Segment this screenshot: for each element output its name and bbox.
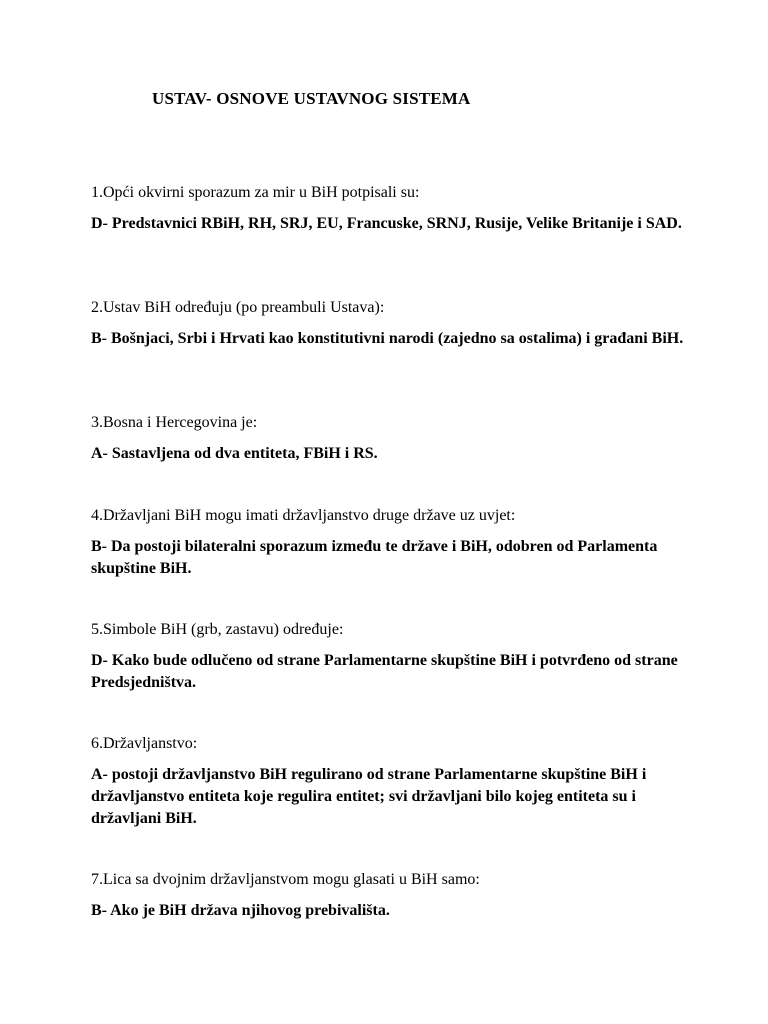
question-block-1 — [91, 183, 691, 235]
answer-text: D- Predstavnici RBiH, RH, SRJ, EU, Francuske, SRNJ, Rusije, Velike Britanije i SAD. — [91, 215, 682, 232]
question-block-3 — [91, 413, 691, 465]
document-title: USTAV- OSNOVE USTAVNOG SISTEMA — [152, 89, 471, 108]
question-block-2 — [91, 298, 691, 350]
question-text: 7.Lica sa dvojnim državljanstvom mogu glasati u BiH samo: — [91, 871, 480, 888]
question-text: 6.Državljanstvo: — [91, 735, 198, 752]
answer-text: A- Sastavljena od dva entiteta, FBiH i RS. — [91, 445, 378, 462]
answer-text: A- postoji državljanstvo BiH regulirano od strane Parlamentarne skupštine BiH i državljanstvo entiteta koje regulira entitet; svi državljani bilo kojeg entiteta su i državljani BiH. — [91, 766, 647, 827]
question-text: 4.Državljani BiH mogu imati državljanstvo druge države uz uvjet: — [91, 507, 516, 524]
answer-text: D- Kako bude odlučeno od strane Parlamentarne skupštine BiH i potvrđeno od strane Predsjedništva. — [91, 652, 678, 691]
question-block-5 — [91, 620, 691, 694]
question-text: 2.Ustav BiH određuju (po preambuli Ustava): — [91, 299, 385, 316]
answer-text: B- Da postoji bilateralni sporazum između te države i BiH, odobren od Parlamenta skupštine BiH. — [91, 538, 658, 577]
question-block-6 — [91, 734, 691, 830]
question-text: 1.Opći okvirni sporazum za mir u BiH potpisali su: — [91, 184, 420, 201]
question-text: 5.Simbole BiH (grb, zastavu) određuje: — [91, 621, 344, 638]
question-block-7 — [91, 870, 691, 922]
question-text: 3.Bosna i Hercegovina je: — [91, 414, 258, 431]
question-block-4 — [91, 506, 691, 580]
answer-text: B- Bošnjaci, Srbi i Hrvati kao konstitutivni narodi (zajedno sa ostalima) i građani BiH. — [91, 330, 684, 347]
answer-text: B- Ako je BiH država njihovog prebivališta. — [91, 902, 390, 919]
